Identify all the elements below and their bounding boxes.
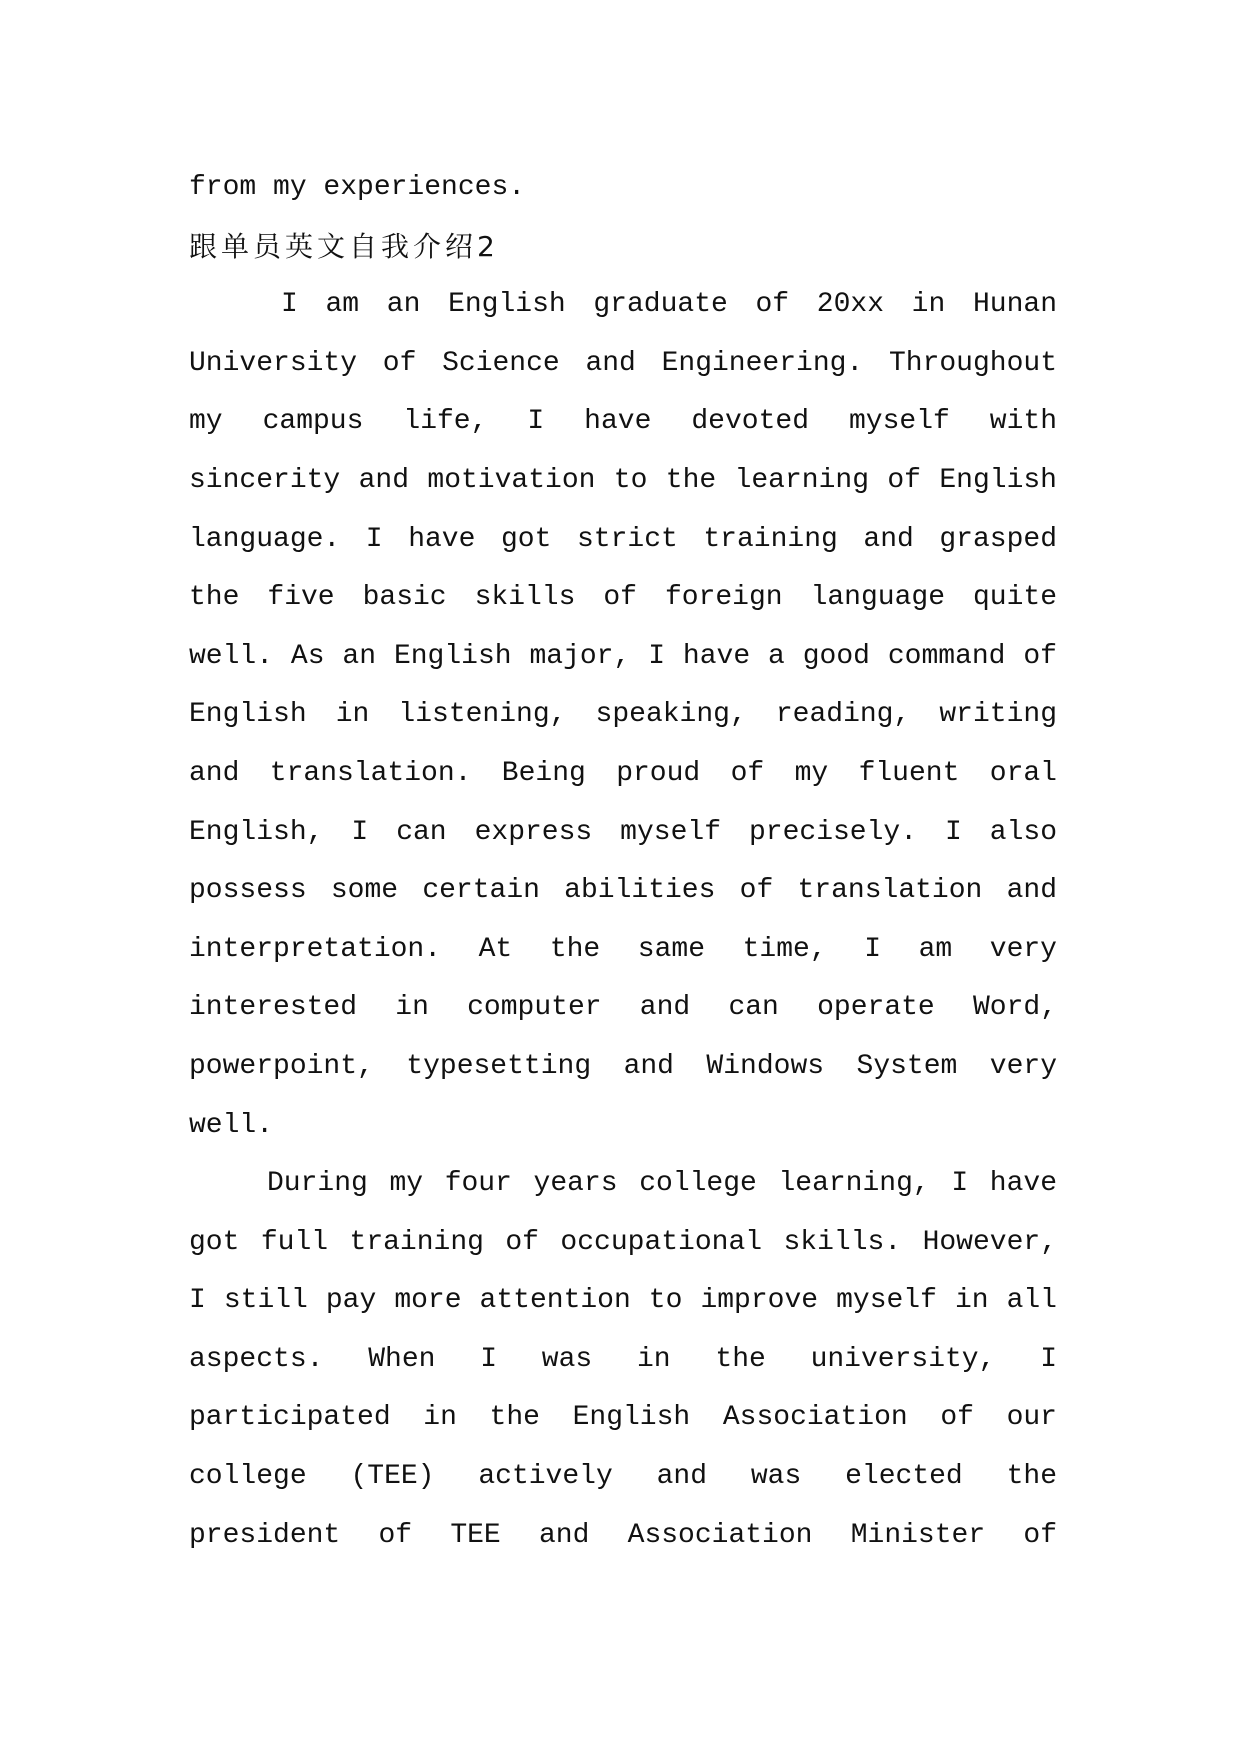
previous-paragraph-tail: from my experiences. — [189, 172, 526, 203]
text-line: college (TEE) actively and was elected the — [189, 1461, 1057, 1493]
section-heading: 跟单员英文自我介绍2 — [189, 229, 499, 263]
body-text — [189, 276, 1057, 1565]
text-line: English, I can express myself precisely. I also — [189, 816, 1057, 848]
text-line: participated in the English Association of our — [189, 1402, 1057, 1434]
document-page — [189, 159, 1057, 1565]
text-line: University of Science and Engineering. Throughout — [189, 347, 1057, 379]
text-line: English in listening, speaking, reading, writing — [189, 699, 1057, 731]
paragraph — [189, 1155, 1057, 1565]
text-line: possess some certain abilities of translation and — [189, 875, 1057, 907]
text-line: the five basic skills of foreign language quite — [189, 582, 1057, 614]
text-line: my campus life, I have devoted myself with — [189, 406, 1057, 438]
text-line: powerpoint, typesetting and Windows System very — [189, 1050, 1057, 1082]
text-line: well. As an English major, I have a good command of — [189, 640, 1057, 672]
text-line: well. — [189, 1109, 274, 1141]
text-line: got full training of occupational skills. However, — [189, 1226, 1057, 1258]
text-line: During my four years college learning, I have — [267, 1168, 1057, 1200]
text-line: language. I have got strict training and grasped — [189, 523, 1057, 555]
text-line: president of TEE and Association Minister of — [189, 1519, 1057, 1551]
paragraph — [189, 276, 1057, 1155]
text-line: sincerity and motivation to the learning of English — [189, 464, 1057, 496]
text-line: aspects. When I was in the university, I — [189, 1343, 1057, 1375]
text-line: I am an English graduate of 20xx in Hunan — [281, 289, 1057, 321]
text-line: interested in computer and can operate Word, — [189, 992, 1057, 1024]
text-line: I still pay more attention to improve myself in all — [189, 1285, 1057, 1317]
text-line: and translation. Being proud of my fluent oral — [189, 757, 1057, 789]
text-line: interpretation. At the same time, I am very — [189, 933, 1057, 965]
